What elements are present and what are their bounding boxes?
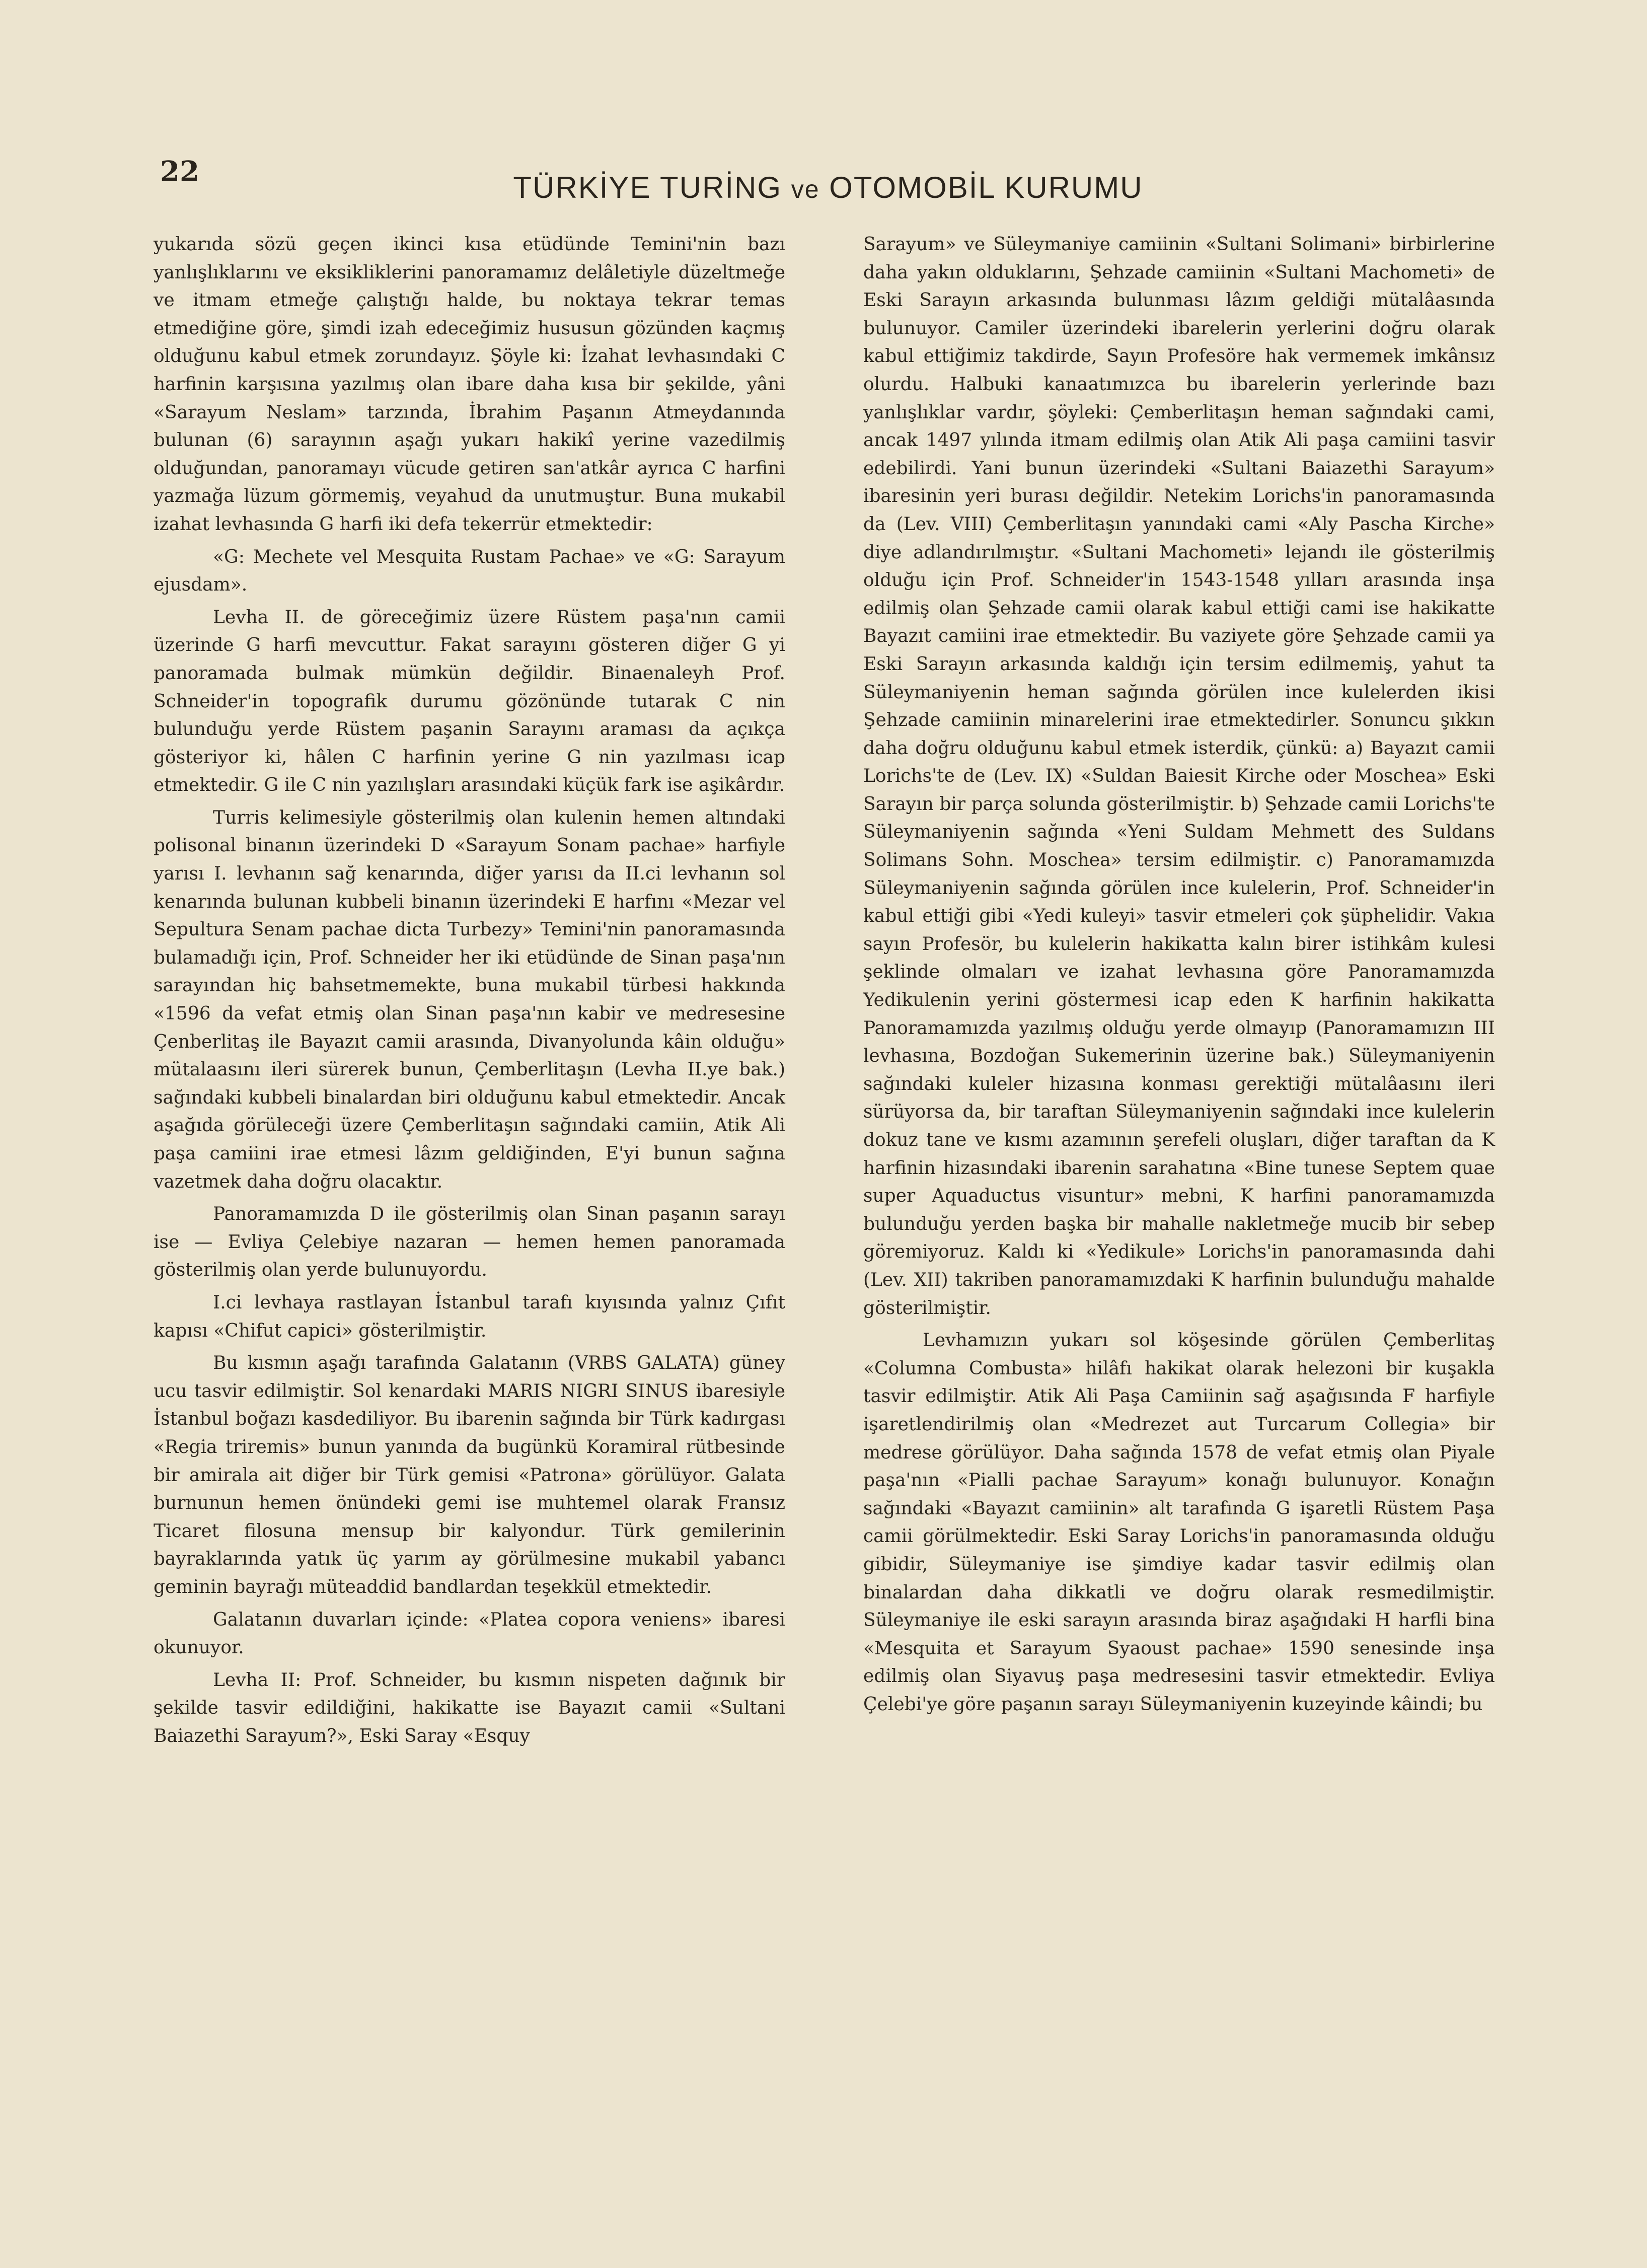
paragraph: Levhamızın yukarı sol köşesinde görülen Çemberlitaş «Columna Combusta» hilâfı hakikat olarak helezoni bir kuşakla tasvir edilmiştir. Atik Ali Paşa Camiinin sağ aşağısında F harfiyle işaretlendirilmiş olan «Medrezet aut Turcarum Collegia» bir medrese görülüyor. Daha sağında 1578 de vefat etmiş olan Piyale paşa'nın «Pialli pachae Sarayum» konağı bulunuyor. Konağın sağındaki «Bayazıt camiinin» alt tarafında G işaretli Rüstem Paşa camii görülmektedir. Eski Saray Lorichs'in panoramasında olduğu gibidir, Süleymaniye ise şimdiye kadar tasvir edilmiş olan binalardan daha dikkatli ve doğru olarak resmedilmiştir. Süleymaniye ile eski sarayın arasında biraz aşağıdaki H harfli bina «Mesquita et Sarayum Syaoust pachae» 1590 senesinde inşa edilmiş olan Siyavuş paşa medresesini tasvir etmektedir. Evliya Çelebi'ye göre paşanın sarayı Süleymaniyenin kuzeyinde kâindi; bu (863, 1330, 1495, 1715)
paragraph: Sarayum» ve Süleymaniye camiinin «Sultani Solimani» birbirlerine daha yakın olduklarını, Şehzade camiinin «Sultani Machometi» de Eski Sarayın arkasında bulunması lâzım geldiği mütalâasında bulunuyor. Camiler üzerindeki ibarelerin yerlerini doğru olarak kabul ettiğimiz takdirde, Sayın Profesöre hak vermemek imkânsız olurdu. Halbuki kanaatımızca bu ibarelerin yerlerinde bazı yanlışlıklar vardır, şöyleki: Çemberlitaşın heman sağındaki cami, ancak 1497 yılında itmam edilmiş olan Atik Ali paşa camiini tasvir edebilirdi. Yani bunun üzerindeki «Sultani Baiazethi Sarayum» ibaresinin yeri burası değildir. Netekim Lorichs'in panoramasında da (Lev. VIII) Çemberlitaşın yanındaki cami «Aly Pascha Kirche» diye adlandırılmıştır. «Sultani Machometi» lejandı ile gösterilmiş olduğu için Prof. Schneider'in 1543-1548 yılları arasında inşa edilmiş olan Şehzade camii olarak kabul ettiği cami ise hakikatte Bayazıt camiini irae etmektedir. Bu vaziyete göre Şehzade camii ya Eski Sarayın arkasında kaldığı için tersim edilmemiş, yahut ta Süleymaniyenin heman sağında görülen ince kulelerden ikisi Şehzade camiinin minarelerini irae etmektedirler. Sonuncu şıkkın daha doğru olduğunu kabul etmek isterdik, çünkü: a) Bayazıt camii Lorichs'te de (Lev. IX) «Suldan Baiesit Kirche oder Moschea» Eski Sarayın bir parça solunda gösterilmiştir. b) Şehzade camii Lorichs'te Süleymaniyenin sağında «Yeni Suldam Mehmett des Suldans Solimans Sohn. Moschea» tersim edilmiştir. c) Panoramamızda Süleymaniyenin sağında görülen ince kulelerin, Prof. Schneider'in kabul ettiği gibi «Yedi kuleyi» tasvir etmeleri çok şüphelidir. Vakıa sayın Profesör, bu kulelerin hakikatta kalın birer istihkâm kulesi şeklinde olmaları ve izahat levhasına göre Panoramamızda Yedikulenin yerini göstermesi icap eden K harfinin hakikatta Panoramamızda yazılmış olduğu yerde olmayıp (Panoramamızın III levhasına, Bozdoğan Sukemerinin üzerine bak.) Süleymaniyenin sağındaki kuleler hizasına konması gerektiği mütalâasını ileri sürüyorsa da, bir taraftan Süleymaniyenin sağındaki ince kulelerin dokuz tane ve kısmı azamının şerefeli oluşları, diğer taraftan da K harfinin hizasındaki ibarenin sarahatına «Bine tunese Septem quae super Aquaductus visuntur» mebni, K harfini panoramamızda bulunduğu yerden başka bir mahalle nakletmeğe mucib bir sebep göremiyoruz. Kaldı ki «Yedikule» Lorichs'in panoramasında dahi (Lev. XII) takriben panoramamızdaki K harfinin bulunduğu mahalde gösterilmiştir. (863, 234, 1495, 1319)
paragraph: yukarıda sözü geçen ikinci kısa etüdünde Temini'nin bazı yanlışlıklarını ve eksikliklerini panoramamız delâletiyle düzeltmeğe ve itmam etmeğe çalıştığı halde, bu noktaya tekrar temas etmediğine göre, şimdi izah edeceğimiz hususun gözünden kaçmış olduğunu kabul etmek zorundayız. Şöyle ki: İzahat levhasındaki C harfinin karşısına yazılmış olan ibare daha kısa bir şekilde, yâni «Sarayum Neslam» tarzında, İbrahim Paşanın Atmeydanında bulunan (6) sarayının aşağı yukarı hakikî yerine vazedilmiş olduğundan, panoramayı vücude getiren san'atkâr ayrıca C harfini yazmağa lüzum görmemiş, veyahud da unutmuştur. Buna mukabil izahat levhasında G harfi iki defa tekerrür etmektedir: (154, 234, 785, 535)
paragraph: Bu kısmın aşağı tarafında Galatanın (VRBS GALATA) güney ucu tasvir edilmiştir. Sol kenardaki MARIS NIGRI SINUS ibaresiyle İstanbul boğazı kasdediliyor. Bu ibarenin sağında bir Türk kadırgası «Regia triremis» bunun yanında da bugünkü Koramiral rütbesinde bir amirala ait diğer bir Türk gemisi «Patrona» görülüyor. Galata burnunun hemen önündeki gemi ise muhtemel olarak Fransız Ticaret filosuna mensup bir kalyondur. Türk gemilerinin bayraklarında yatık üç yarım ay görülmesine mukabil yabancı geminin bayrağı müteaddid bandlardan teşekkül etmektedir. (154, 1353, 785, 1597)
running-head-part2: OTOMOBİL KURUMU (829, 171, 1143, 204)
left-column (154, 231, 785, 1754)
paragraph: I.ci levhaya rastlayan İstanbul tarafı kıyısında yalnız Çıfıt kapısı «Chifut capici» gösterilmiştir. (154, 1292, 785, 1341)
running-head-part1: TÜRKİYE TURİNG (513, 171, 782, 204)
running-head-joiner: ve (791, 175, 820, 203)
paragraph: Panoramamızda D ile gösterilmiş olan Sinan paşanın sarayı ise — Evliya Çelebiye nazaran — hemen hemen panoramada gösterilmiş olan yerde bulunuyordu. (154, 1204, 785, 1281)
paragraph: «G: Mechete vel Mesquita Rustam Pachae» ve «G: Sarayum ejusdam». (154, 546, 785, 596)
running-head (468, 170, 1188, 205)
paragraph: Turris kelimesiyle gösterilmiş olan kulenin hemen altındaki polisonal binanın üzerindeki D «Sarayum Sonam pachae» harfiyle yarısı I. levhanın sağ kenarında, diğer yarısı da II.ci levhanın sol kenarında bulunan kubbeli binanın üzerindeki E harfını «Mezar vel Sepultura Senam pachae dicta Turbezy» Temini'nin panoramasında bulamadığı için, Prof. Schneider her iki etüdünde de Sinan paşa'nın sarayından hiç bahsetmemekte, buna mukabil türbesi hakkında «1596 da vefat etmiş olan Sinan paşa'nın kabir ve medresesine Çenberlitaş ile Bayazıt camii arasında, Divanyolunda kâin olduğu» mütalaasını ileri sürerek bunun, Çemberlitaşın (Levha II.ye bak.) sağındaki kubbeli binalardan biri olduğunu kabul etmektedir. Ancak aşağıda görüleceği üzere Çemberlitaşın sağındaki camiin, Atik Ali paşa camiini irae etmesi lâzım geldiğinden, E'yi bunun sağına vazetmek daha doğru olacaktır. (154, 807, 785, 1192)
paragraph: Galatanın duvarları içinde: «Platea copora veniens» ibaresi okunuyor. (154, 1609, 785, 1658)
paragraph: Levha II. de göreceğimiz üzere Rüstem paşa'nın camii üzerinde G harfi mevcuttur. Fakat sarayını gösteren diğer G yi panoramada bulmak mümkün değildir. Binaenaleyh Prof. Schneider'in topografik durumu gözönünde tutarak C nin bulunduğu yerde Rüstem paşanin Sarayını araması da açıkça gösteriyor ki, hâlen C harfinin yerine G nin yazılması icap etmektedir. G ile C nin yazılışları arasındaki küçük fark ise aşikârdır. (154, 607, 785, 796)
page-number: 22 (160, 155, 199, 188)
right-column (863, 231, 1495, 1723)
paragraph: Levha II: Prof. Schneider, bu kısmın nispeten dağınık bir şekilde tasvir edildiğini, hakikatte ise Bayazıt camii «Sultani Baiazethi Sarayum?», Eski Saray «Esquy (154, 1669, 785, 1746)
